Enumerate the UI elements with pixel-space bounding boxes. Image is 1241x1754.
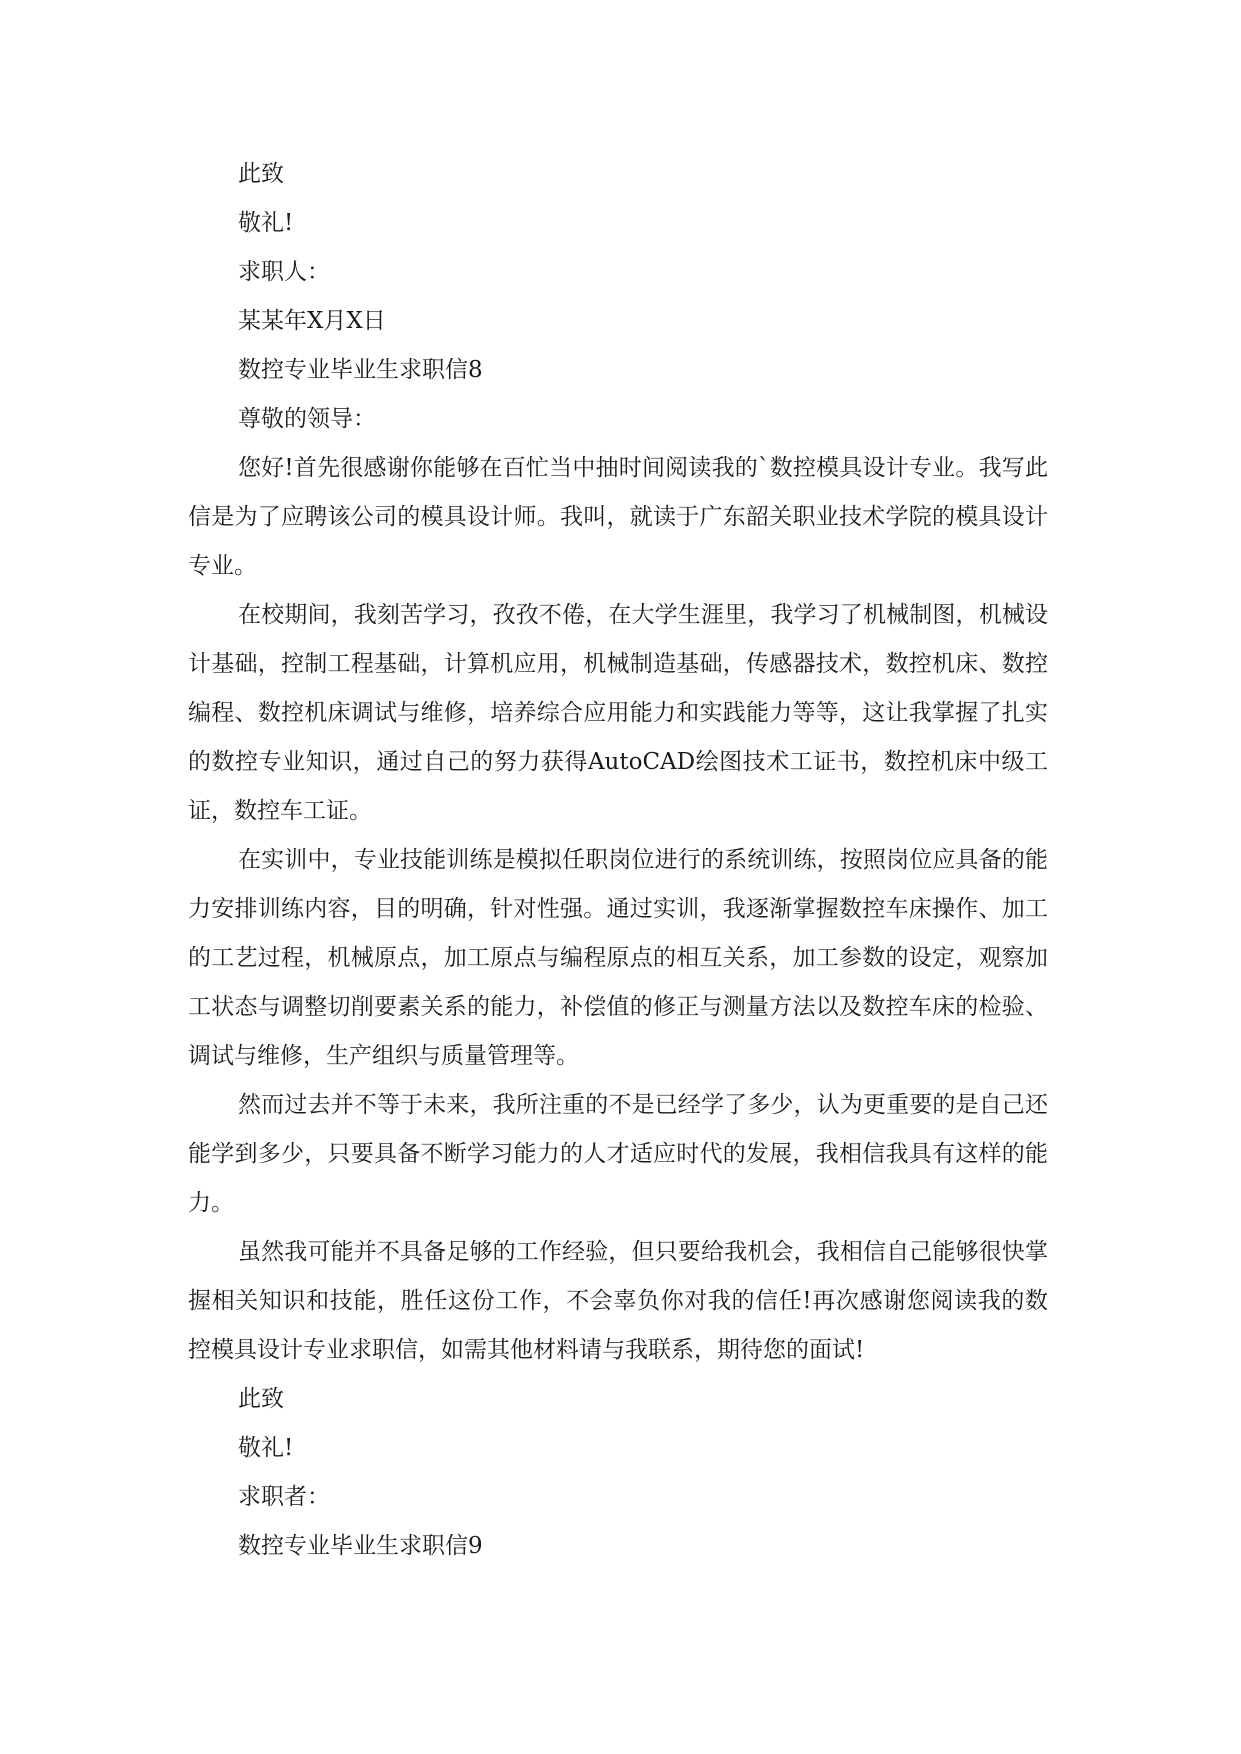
letter-paragraph: 虽然我可能并不具备足够的工作经验，但只要给我机会，我相信自己能够很快掌握相关知识和技能，胜任这份工作，不会辜负你对我的信任!再次感谢您阅读我的数控模具设计专业求职信，如需其他材料请与我联系，期待您的面试! xyxy=(188,1239,1048,1363)
closing-salutation: 此致 xyxy=(238,161,284,187)
letter-paragraph: 在实训中，专业技能训练是模拟任职岗位进行的系统训练，按照岗位应具备的能力安排训练内容，目的明确，针对性强。通过实训，我逐渐掌握数控车床操作、加工的工艺过程，机械原点，加工原点与编程原点的相互关系，加工参数的设定，观察加工状态与调整切削要素关系的能力，补偿值的修正与测量方法以及数控车床的检验、调试与维修，生产组织与质量管理等。 xyxy=(188,847,1048,1069)
document-body xyxy=(188,150,1048,1571)
applicant-label: 求职人： xyxy=(238,259,330,285)
closing-regards: 敬礼! xyxy=(238,210,294,236)
applicant-label: 求职者： xyxy=(238,1484,330,1510)
closing-salutation: 此致 xyxy=(238,1386,284,1412)
letter-paragraph: 在校期间，我刻苦学习，孜孜不倦，在大学生涯里，我学习了机械制图，机械设计基础，控制工程基础，计算机应用，机械制造基础，传感器技术，数控机床、数控编程、数控机床调试与维修，培养综合应用能力和实践能力等等，这让我掌握了扎实的数控专业知识，通过自己的努力获得AutoCAD绘图技术工证书，数控机床中级工证，数控车工证。 xyxy=(188,602,1048,824)
letter-greeting: 尊敬的领导： xyxy=(238,406,376,432)
letter-title: 数控专业毕业生求职信9 xyxy=(238,1533,483,1559)
closing-regards: 敬礼! xyxy=(238,1435,294,1461)
letter-date: 某某年X月X日 xyxy=(238,308,386,334)
letter-paragraph: 然而过去并不等于未来，我所注重的不是已经学了多少，认为更重要的是自己还能学到多少，只要具备不断学习能力的人才适应时代的发展，我相信我具有这样的能力。 xyxy=(188,1092,1048,1216)
letter-paragraph: 您好!首先很感谢你能够在百忙当中抽时间阅读我的`数控模具设计专业。我写此信是为了应聘该公司的模具设计师。我叫，就读于广东韶关职业技术学院的模具设计专业。 xyxy=(188,455,1048,579)
letter-title: 数控专业毕业生求职信8 xyxy=(238,357,483,383)
